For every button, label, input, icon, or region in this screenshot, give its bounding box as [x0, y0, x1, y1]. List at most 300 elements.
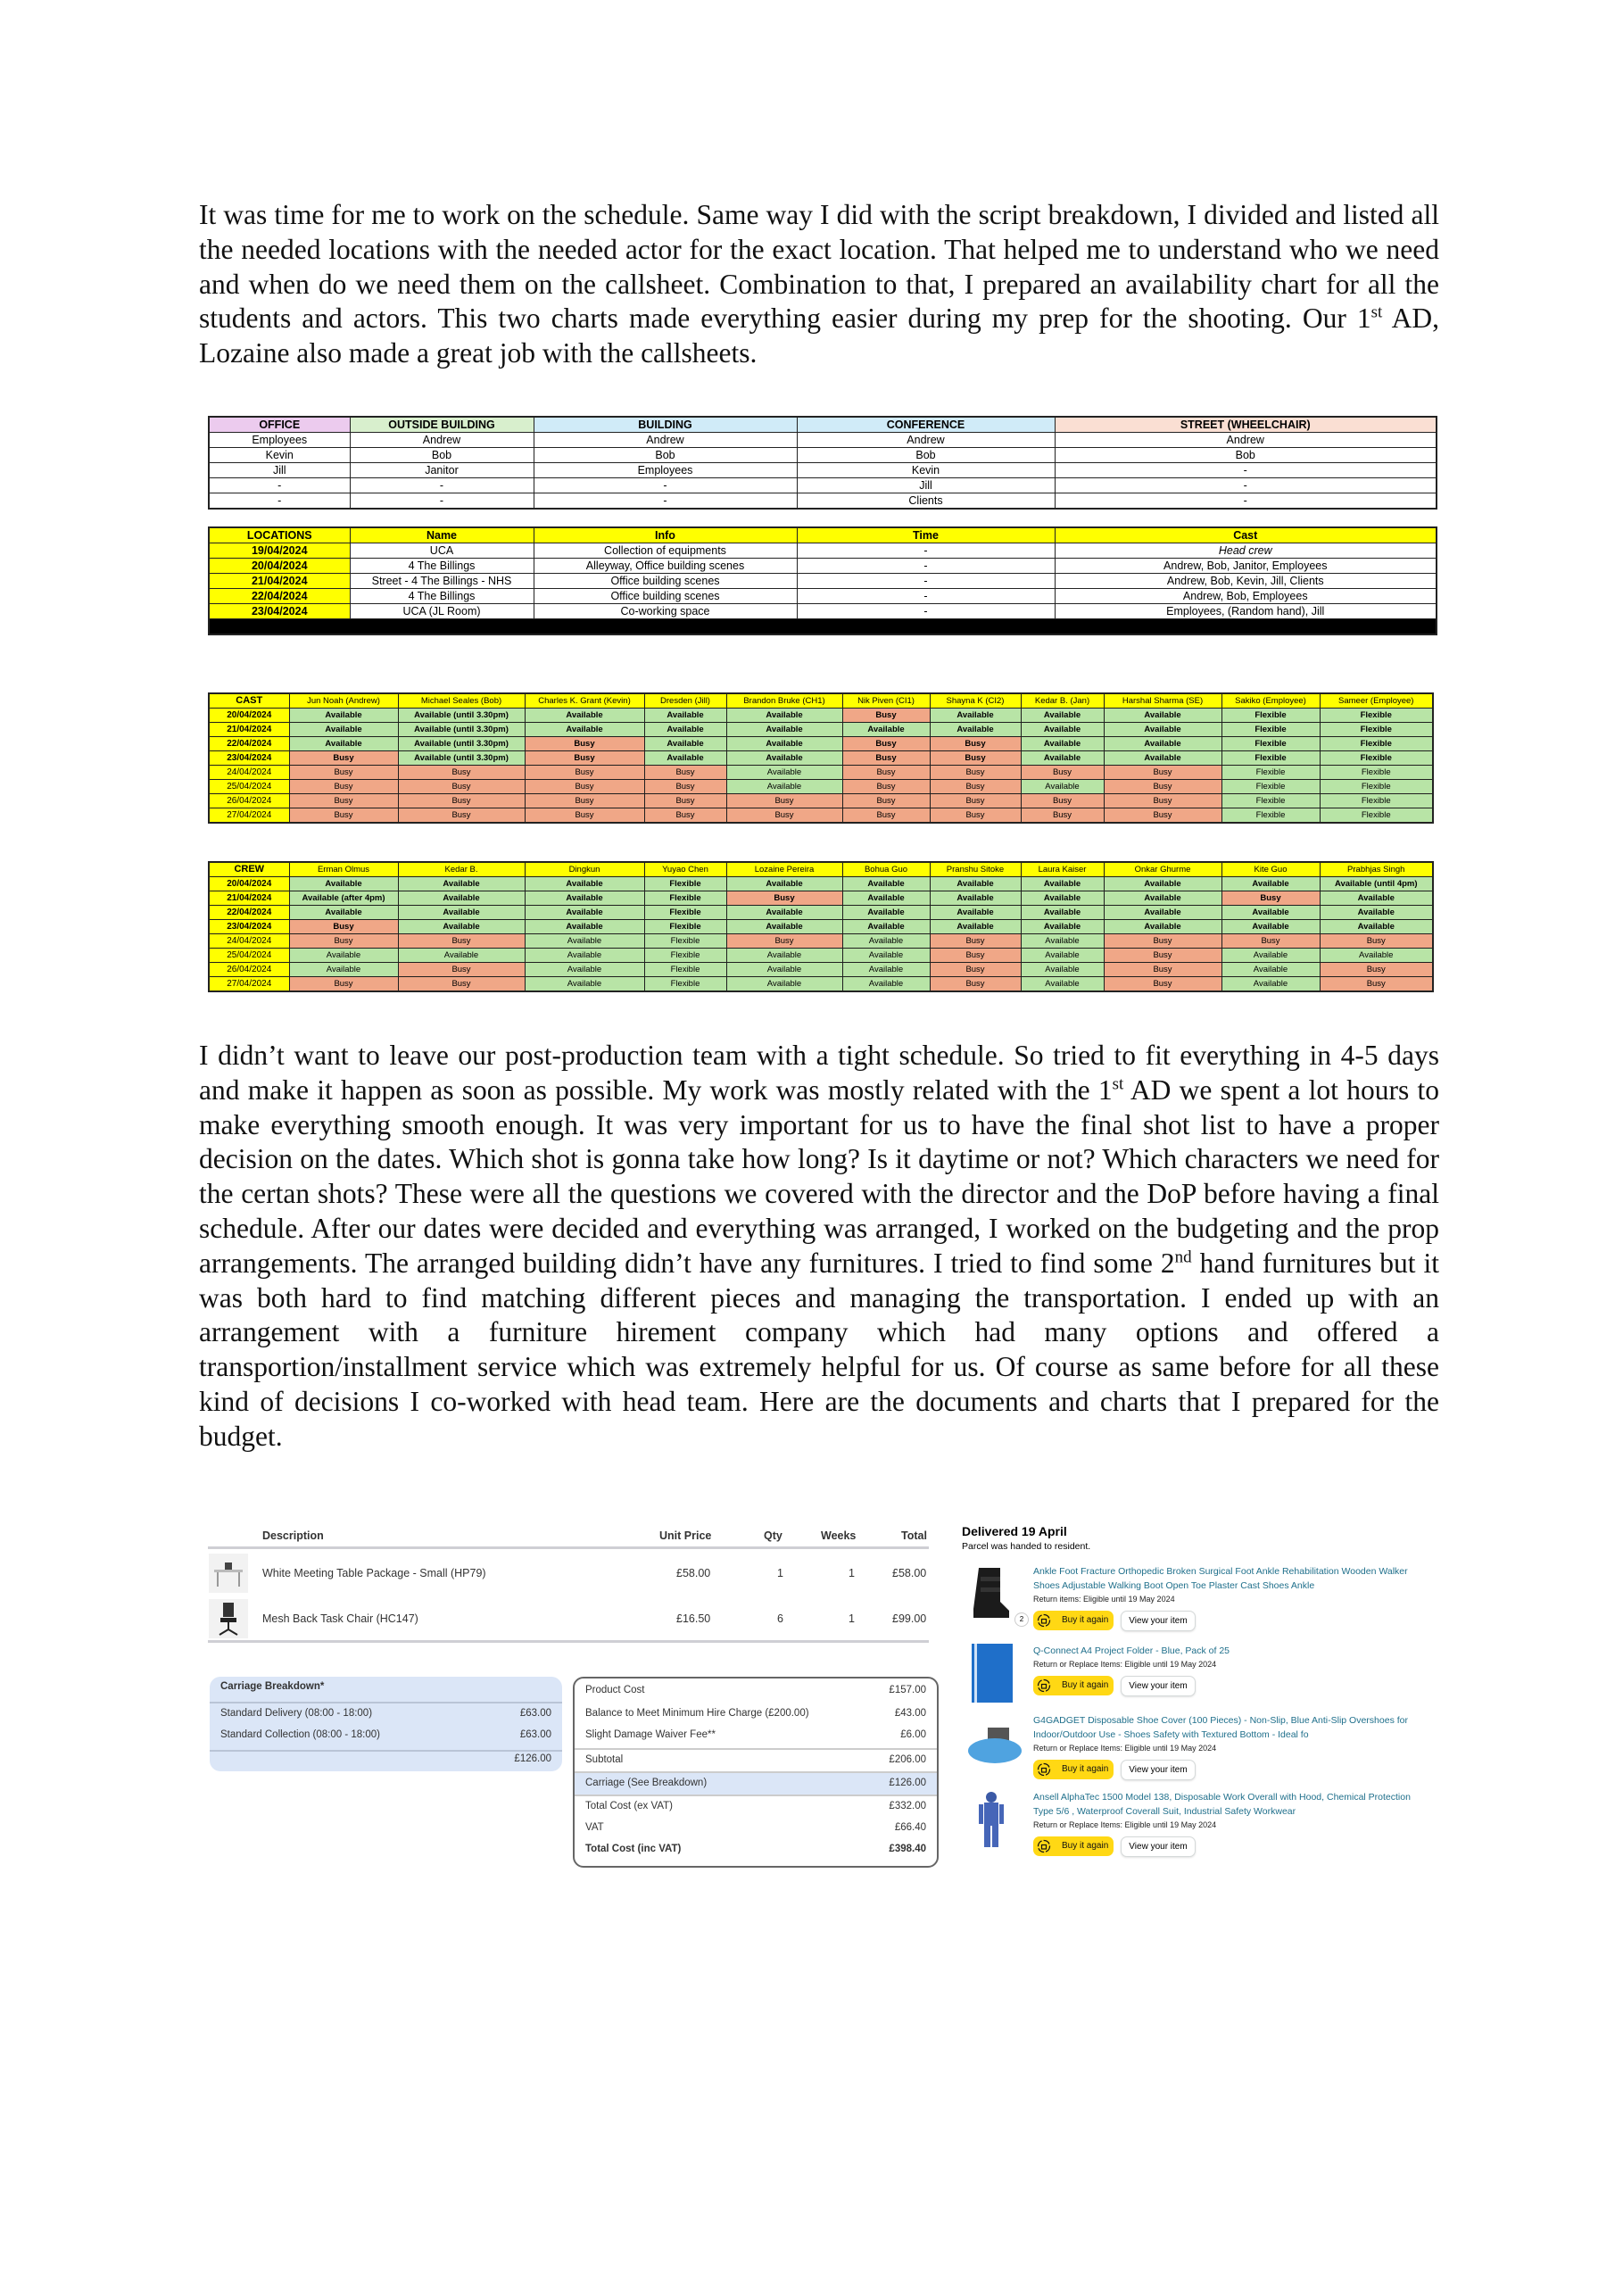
availability-cell: Available (until 3.30pm) [398, 723, 525, 737]
availability-cell: Available [726, 963, 842, 977]
availability-cell: Busy [644, 794, 726, 808]
column-header: LOCATIONS [209, 527, 350, 543]
availability-cell: Available [930, 891, 1021, 906]
row-date: 24/04/2024 [209, 766, 289, 780]
table-cell: - [797, 604, 1055, 619]
availability-cell: Available [289, 906, 398, 920]
availability-cell: Busy [930, 808, 1021, 824]
availability-row [209, 794, 1433, 808]
table-cell: UCA (JL Room) [350, 604, 534, 619]
summary-row [575, 1703, 937, 1727]
scene-cast-table [208, 416, 1437, 510]
availability-cell: Available [525, 906, 644, 920]
summary-label: Subtotal [585, 1754, 624, 1765]
superscript: st [1112, 1074, 1124, 1094]
availability-cell: Available [930, 877, 1021, 891]
carriage-line [210, 1725, 562, 1748]
table-cell: Collection of equipments [534, 543, 797, 559]
availability-cell: Available [1021, 977, 1104, 992]
location-date: 20/04/2024 [209, 559, 350, 574]
item-weeks: 1 [849, 1612, 855, 1625]
table-row [209, 493, 1437, 510]
carriage-title-row [210, 1677, 562, 1700]
table-cell: - [209, 493, 350, 510]
summary-row [575, 1839, 937, 1862]
availability-cell: Available [1104, 723, 1221, 737]
availability-cell: Available (after 4pm) [289, 891, 398, 906]
table-cell: Andrew [534, 433, 797, 448]
view-your-item-button[interactable]: View your item [1121, 1760, 1196, 1780]
person-column-header: Lozaine Pereira [726, 862, 842, 877]
availability-cell: Busy [525, 751, 644, 766]
person-column-header: Erman Olmus [289, 862, 398, 877]
availability-cell: Available [842, 963, 930, 977]
table-cell: Andrew, Bob, Janitor, Employees [1055, 559, 1437, 574]
summary-row [575, 1818, 937, 1841]
table-row [209, 478, 1437, 493]
availability-row [209, 891, 1433, 906]
availability-cell: Busy [930, 949, 1021, 963]
availability-cell: Available [930, 906, 1021, 920]
availability-cell: Available [1104, 877, 1221, 891]
availability-cell: Available [644, 709, 726, 723]
availability-cell: Available [842, 877, 930, 891]
availability-cell: Busy [289, 766, 398, 780]
item-qty: 6 [777, 1612, 783, 1625]
summary-value: £66.40 [894, 1822, 926, 1833]
availability-row [209, 977, 1433, 992]
column-header: OUTSIDE BUILDING [350, 417, 534, 433]
availability-cell: Busy [1021, 766, 1104, 780]
availability-cell: Busy [289, 934, 398, 949]
item-weeks: 1 [849, 1567, 855, 1579]
person-column-header: Dingkun [525, 862, 644, 877]
table-cell: Andrew, Bob, Employees [1055, 589, 1437, 604]
walking-boot-icon[interactable] [966, 1564, 1018, 1623]
availability-cell: Busy [930, 794, 1021, 808]
header-total: Total [901, 1529, 927, 1542]
table-cell: Employees, (Random hand), Jill [1055, 604, 1437, 619]
carriage-value: £63.00 [519, 1708, 551, 1719]
availability-cell: Available [1320, 920, 1433, 934]
table-cell: - [350, 478, 534, 493]
availability-cell: Available [1221, 963, 1320, 977]
availability-cell: Flexible [1221, 751, 1320, 766]
item-total: £58.00 [892, 1567, 927, 1579]
column-header: STREET (WHEELCHAIR) [1055, 417, 1437, 433]
column-header: Cast [1055, 527, 1437, 543]
availability-cell: Available [1221, 949, 1320, 963]
column-header: Time [797, 527, 1055, 543]
summary-value: £206.00 [889, 1754, 926, 1765]
item-description: Mesh Back Task Chair (HC147) [262, 1612, 418, 1625]
item-unit-price: £58.00 [676, 1567, 711, 1579]
table-cell: Head crew [1055, 543, 1437, 559]
availability-cell: Available [1104, 920, 1221, 934]
table-row [209, 559, 1437, 574]
availability-cell: Available [726, 780, 842, 794]
paragraph-text: It was time for me to work on the schedule. Same way I did with the script breakdown, I divided and listed all the needed locations with the needed actor for the exact location. That helped me to understand who we need and when do we need them on the callsheet. Combination to that, I prepared an availability chart for all the students and actors. This two charts made everything easier during my prep for the shooting. Our 1 [199, 199, 1439, 335]
row-date: 27/04/2024 [209, 808, 289, 824]
table-cell: 4 The Billings [350, 589, 534, 604]
availability-cell: Available [842, 920, 930, 934]
availability-cell: Busy [525, 780, 644, 794]
table-cell: Employees [209, 433, 350, 448]
shoe-cover-icon[interactable] [966, 1713, 1018, 1772]
availability-cell: Available [525, 891, 644, 906]
order-status-title: Delivered 19 April [962, 1524, 1067, 1538]
availability-cell: Flexible [644, 920, 726, 934]
availability-cell: Busy [1104, 794, 1221, 808]
summary-row [575, 1773, 937, 1796]
availability-cell: Busy [398, 977, 525, 992]
reorder-icon [1037, 1678, 1051, 1693]
availability-cell: Busy [930, 780, 1021, 794]
availability-cell: Busy [930, 963, 1021, 977]
availability-cell: Busy [525, 794, 644, 808]
person-column-header: Jun Noah (Andrew) [289, 693, 398, 709]
buy-it-again-button[interactable] [1033, 1836, 1114, 1856]
reorder-icon [1037, 1839, 1051, 1853]
availability-cell: Busy [1104, 963, 1221, 977]
availability-cell: Busy [726, 794, 842, 808]
availability-cell: Available [1021, 780, 1104, 794]
availability-cell: Available [1320, 891, 1433, 906]
availability-cell: Available [1021, 877, 1104, 891]
availability-cell: Flexible [644, 891, 726, 906]
availability-cell: Busy [398, 808, 525, 824]
availability-cell: Available (until 3.30pm) [398, 751, 525, 766]
summary-value: £157.00 [889, 1685, 926, 1695]
availability-cell: Available [289, 737, 398, 751]
coverall-icon[interactable] [966, 1790, 1018, 1849]
availability-row [209, 949, 1433, 963]
row-date: 23/04/2024 [209, 751, 289, 766]
availability-cell: Available [289, 949, 398, 963]
availability-cell: Busy [398, 780, 525, 794]
table-corner-label: CREW [209, 862, 289, 877]
availability-cell: Flexible [644, 877, 726, 891]
availability-cell: Available (until 3.30pm) [398, 737, 525, 751]
availability-row [209, 737, 1433, 751]
availability-cell: Busy [726, 934, 842, 949]
availability-cell: Available [726, 723, 842, 737]
availability-cell: Available [525, 877, 644, 891]
table-cell: - [534, 478, 797, 493]
availability-cell: Busy [842, 709, 930, 723]
table-cell: Kevin [209, 448, 350, 463]
person-column-header: Shayna K (CI2) [930, 693, 1021, 709]
availability-cell: Busy [398, 794, 525, 808]
summary-value: £126.00 [889, 1778, 926, 1788]
summary-label: Product Cost [585, 1685, 645, 1695]
availability-cell: Available [930, 709, 1021, 723]
availability-cell: Busy [1104, 766, 1221, 780]
availability-cell: Available [398, 877, 525, 891]
availability-cell: Available [1021, 751, 1104, 766]
availability-cell: Available (until 3.30pm) [398, 709, 525, 723]
availability-cell: Flexible [1221, 723, 1320, 737]
buy-it-again-button[interactable] [1033, 1676, 1114, 1695]
availability-cell: Busy [289, 794, 398, 808]
header-qty: Qty [764, 1529, 783, 1542]
availability-cell: Available [726, 977, 842, 992]
availability-cell: Available [525, 977, 644, 992]
person-column-header: Nik Piven (CI1) [842, 693, 930, 709]
item-unit-price: £16.50 [676, 1612, 711, 1625]
summary-label: Total Cost (ex VAT) [585, 1801, 673, 1811]
paragraph-text: AD we spent a lot hours to make everything smooth enough. It was very important for us to have the final shot list to have a proper decision on the dates. Which shot is gonna take how long? Is it daytime or not? Which characters we need for the certan shots? These were all the questions we covered with the director and the DoP before having a final schedule. After our dates were decided and everything was arranged, I worked on the budgeting and the prop arrangements. The arranged building didn’t have any furnitures. I tried to find some 2 [199, 1073, 1439, 1279]
availability-cell: Available [1021, 949, 1104, 963]
availability-cell: Busy [726, 808, 842, 824]
person-column-header: Prabhjas Singh [1320, 862, 1433, 877]
availability-cell: Flexible [1221, 709, 1320, 723]
availability-cell: Available [289, 709, 398, 723]
availability-cell: Busy [398, 766, 525, 780]
table-row [209, 448, 1437, 463]
table-cell: UCA [350, 543, 534, 559]
summary-value: £332.00 [889, 1801, 926, 1811]
availability-cell: Busy [525, 808, 644, 824]
superscript: st [1370, 303, 1383, 322]
column-header: OFFICE [209, 417, 350, 433]
table-cell: Bob [1055, 448, 1437, 463]
header-description: Description [262, 1529, 324, 1542]
availability-cell: Available [1021, 709, 1104, 723]
availability-row [209, 920, 1433, 934]
person-column-header: Kedar B. [398, 862, 525, 877]
availability-cell: Available [842, 891, 930, 906]
table-cell: Andrew [797, 433, 1055, 448]
table-header-row [209, 527, 1437, 543]
availability-row [209, 808, 1433, 824]
table-row [209, 543, 1437, 559]
availability-cell: Available [398, 920, 525, 934]
availability-cell: Busy [1021, 808, 1104, 824]
quantity-badge: 2 [1014, 1612, 1029, 1627]
availability-cell: Busy [1104, 949, 1221, 963]
summary-value: £398.40 [889, 1844, 926, 1854]
person-column-header: Brandon Bruke (CH1) [726, 693, 842, 709]
person-column-header: Charles K. Grant (Kevin) [525, 693, 644, 709]
location-date: 19/04/2024 [209, 543, 350, 559]
availability-cell: Available [398, 891, 525, 906]
availability-cell: Busy [842, 808, 930, 824]
availability-cell: Flexible [1320, 766, 1433, 780]
availability-row [209, 780, 1433, 794]
availability-cell: Flexible [644, 934, 726, 949]
availability-cell: Available [525, 934, 644, 949]
column-header: BUILDING [534, 417, 797, 433]
table-cell: Bob [797, 448, 1055, 463]
buy-it-again-label: Buy it again [1062, 1615, 1109, 1625]
row-date: 25/04/2024 [209, 949, 289, 963]
availability-cell: Available [726, 906, 842, 920]
availability-cell: Available [398, 906, 525, 920]
availability-cell: Busy [930, 766, 1021, 780]
view-your-item-button[interactable]: View your item [1121, 1676, 1196, 1696]
carriage-line [210, 1703, 562, 1727]
table-cell: Andrew [350, 433, 534, 448]
column-header: Info [534, 527, 797, 543]
item-title-link[interactable]: Ansell AlphaTec 1500 Model 138, Disposable Work Overall with Hood, Chemical Protection Type 5/6 , Waterproof Coverall Suit, Industrial Safety Workwear [1033, 1792, 1411, 1817]
availability-cell: Busy [1104, 977, 1221, 992]
table-cell: Office building scenes [534, 589, 797, 604]
availability-cell: Available [930, 920, 1021, 934]
availability-cell: Available [1221, 877, 1320, 891]
availability-cell: Busy [289, 977, 398, 992]
availability-row [209, 766, 1433, 780]
availability-cell: Available [1104, 709, 1221, 723]
availability-cell: Busy [398, 934, 525, 949]
availability-cell: Available [842, 906, 930, 920]
availability-cell: Busy [1104, 808, 1221, 824]
row-date: 22/04/2024 [209, 906, 289, 920]
row-date: 22/04/2024 [209, 737, 289, 751]
row-date: 21/04/2024 [209, 723, 289, 737]
availability-cell: Available [1021, 963, 1104, 977]
availability-cell: Busy [1221, 934, 1320, 949]
table-cell: Street - 4 The Billings - NHS [350, 574, 534, 589]
table-cell: - [209, 478, 350, 493]
availability-cell: Flexible [644, 977, 726, 992]
carriage-value: £63.00 [519, 1729, 551, 1740]
availability-cell: Flexible [1320, 780, 1433, 794]
table-cell: - [1055, 478, 1437, 493]
availability-cell: Available [842, 949, 930, 963]
row-date: 25/04/2024 [209, 780, 289, 794]
availability-cell: Available [525, 949, 644, 963]
availability-cell: Available [1320, 949, 1433, 963]
buy-it-again-label: Buy it again [1062, 1680, 1109, 1690]
availability-cell: Busy [1104, 780, 1221, 794]
row-date: 26/04/2024 [209, 963, 289, 977]
table-row [209, 463, 1437, 478]
row-date: 27/04/2024 [209, 977, 289, 992]
availability-cell: Available [1021, 934, 1104, 949]
availability-row [209, 906, 1433, 920]
paragraph-text: I didn’t want to leave our post-production team with a tight schedule. So tried to fit everything in 4-5 days and make it happen as soon as possible. My work was mostly related with the 1 [199, 1040, 1439, 1106]
table-cell: Bob [350, 448, 534, 463]
availability-row [209, 877, 1433, 891]
row-date: 23/04/2024 [209, 920, 289, 934]
table-row [209, 433, 1437, 448]
availability-cell: Busy [930, 737, 1021, 751]
return-eligibility: Return or Replace Items: Eligible until 19 May 2024 [1033, 1744, 1217, 1753]
table-cell: Jill [797, 478, 1055, 493]
carriage-total: £126.00 [514, 1753, 551, 1764]
availability-cell: Available [1104, 906, 1221, 920]
buy-it-again-label: Buy it again [1062, 1764, 1109, 1774]
table-cell: Co-working space [534, 604, 797, 619]
person-column-header: Harshal Sharma (SE) [1104, 693, 1221, 709]
person-column-header: Yuyao Chen [644, 862, 726, 877]
availability-cell: Flexible [1221, 737, 1320, 751]
cost-summary-box [573, 1677, 939, 1868]
availability-cell: Available [726, 751, 842, 766]
availability-cell: Available [726, 766, 842, 780]
view-your-item-button[interactable]: View your item [1121, 1611, 1196, 1631]
paragraph-text: hand furnitures but it was both hard to find matching different pieces and managing the transportation. I ended up with an arrangement with a furniture hirement company which had many options and offered a transportion/installment service which was extremely helpful for us. Of course as same before for all these kind of decisions I co-worked with head team. Here are the documents and charts that I prepared for the budget. [199, 1247, 1440, 1452]
person-column-header: Sakiko (Employee) [1221, 693, 1320, 709]
availability-cell: Flexible [644, 963, 726, 977]
buy-it-again-label: Buy it again [1062, 1841, 1109, 1851]
availability-cell: Available [289, 963, 398, 977]
carriage-title: Carriage Breakdown* [220, 1681, 325, 1692]
availability-cell: Available [1221, 906, 1320, 920]
availability-cell: Flexible [1320, 723, 1433, 737]
table-cell: Bob [534, 448, 797, 463]
availability-cell: Busy [289, 751, 398, 766]
availability-cell: Busy [1320, 977, 1433, 992]
column-header: CONFERENCE [797, 417, 1055, 433]
buy-it-again-button[interactable] [1033, 1611, 1114, 1630]
carriage-total-row [210, 1749, 562, 1772]
table-header-row [209, 693, 1433, 709]
carriage-breakdown-box [210, 1677, 562, 1771]
return-eligibility: Return items: Eligible until 19 May 2024 [1033, 1595, 1175, 1604]
table-cell: Employees [534, 463, 797, 478]
availability-cell: Available [398, 949, 525, 963]
availability-row [209, 723, 1433, 737]
view-your-item-button[interactable]: View your item [1121, 1836, 1196, 1857]
buy-it-again-button[interactable] [1033, 1760, 1114, 1779]
table-cell: Alleyway, Office building scenes [534, 559, 797, 574]
availability-cell: Flexible [1221, 794, 1320, 808]
blue-folder-icon[interactable] [966, 1644, 1018, 1703]
row-date: 24/04/2024 [209, 934, 289, 949]
availability-cell: Available (until 4pm) [1320, 877, 1433, 891]
person-column-header: Kite Guo [1221, 862, 1320, 877]
availability-cell: Flexible [1221, 780, 1320, 794]
item-title-link[interactable]: Q-Connect A4 Project Folder - Blue, Pack of 25 [1033, 1645, 1230, 1656]
availability-cell: Busy [289, 920, 398, 934]
availability-cell: Available [1221, 920, 1320, 934]
availability-cell: Available [1021, 723, 1104, 737]
person-column-header: Bohua Guo [842, 862, 930, 877]
availability-cell: Busy [398, 963, 525, 977]
availability-cell: Available [930, 723, 1021, 737]
availability-cell: Flexible [1320, 794, 1433, 808]
table-row [209, 604, 1437, 619]
availability-cell: Available [726, 737, 842, 751]
chair-thumbnail-icon [209, 1599, 248, 1638]
reorder-icon [1037, 1762, 1051, 1777]
availability-cell: Flexible [1320, 751, 1433, 766]
column-header: Name [350, 527, 534, 543]
order-status-subtitle: Parcel was handed to resident. [962, 1541, 1091, 1552]
table-cell: - [350, 493, 534, 510]
availability-cell: Busy [930, 751, 1021, 766]
carriage-label: Standard Collection (08:00 - 18:00) [220, 1729, 380, 1740]
availability-cell: Available [726, 949, 842, 963]
row-date: 21/04/2024 [209, 891, 289, 906]
table-cell: - [534, 493, 797, 510]
table-cell: - [1055, 463, 1437, 478]
header-weeks: Weeks [821, 1529, 857, 1542]
availability-cell: Available [1104, 751, 1221, 766]
availability-cell: Available [525, 963, 644, 977]
availability-cell: Available [842, 934, 930, 949]
item-title-link[interactable]: G4GADGET Disposable Shoe Cover (100 Pieces) - Non-Slip, Blue Anti-Slip Overshoes for Indoor/Outdoor Use - Shoes Safety with Textured Bottom - Ideal fo [1033, 1715, 1408, 1740]
availability-cell: Busy [842, 780, 930, 794]
availability-cell: Available [644, 723, 726, 737]
item-title-link[interactable]: Ankle Foot Fracture Orthopedic Broken Surgical Foot Ankle Rehabilitation Wooden Walker Shoes Adjustable Walking Boot Open Toe Plaster Cast Shoes Ankle [1033, 1566, 1408, 1591]
table-cell: Office building scenes [534, 574, 797, 589]
item-qty: 1 [777, 1567, 783, 1579]
availability-cell: Flexible [644, 949, 726, 963]
availability-cell: Busy [525, 766, 644, 780]
